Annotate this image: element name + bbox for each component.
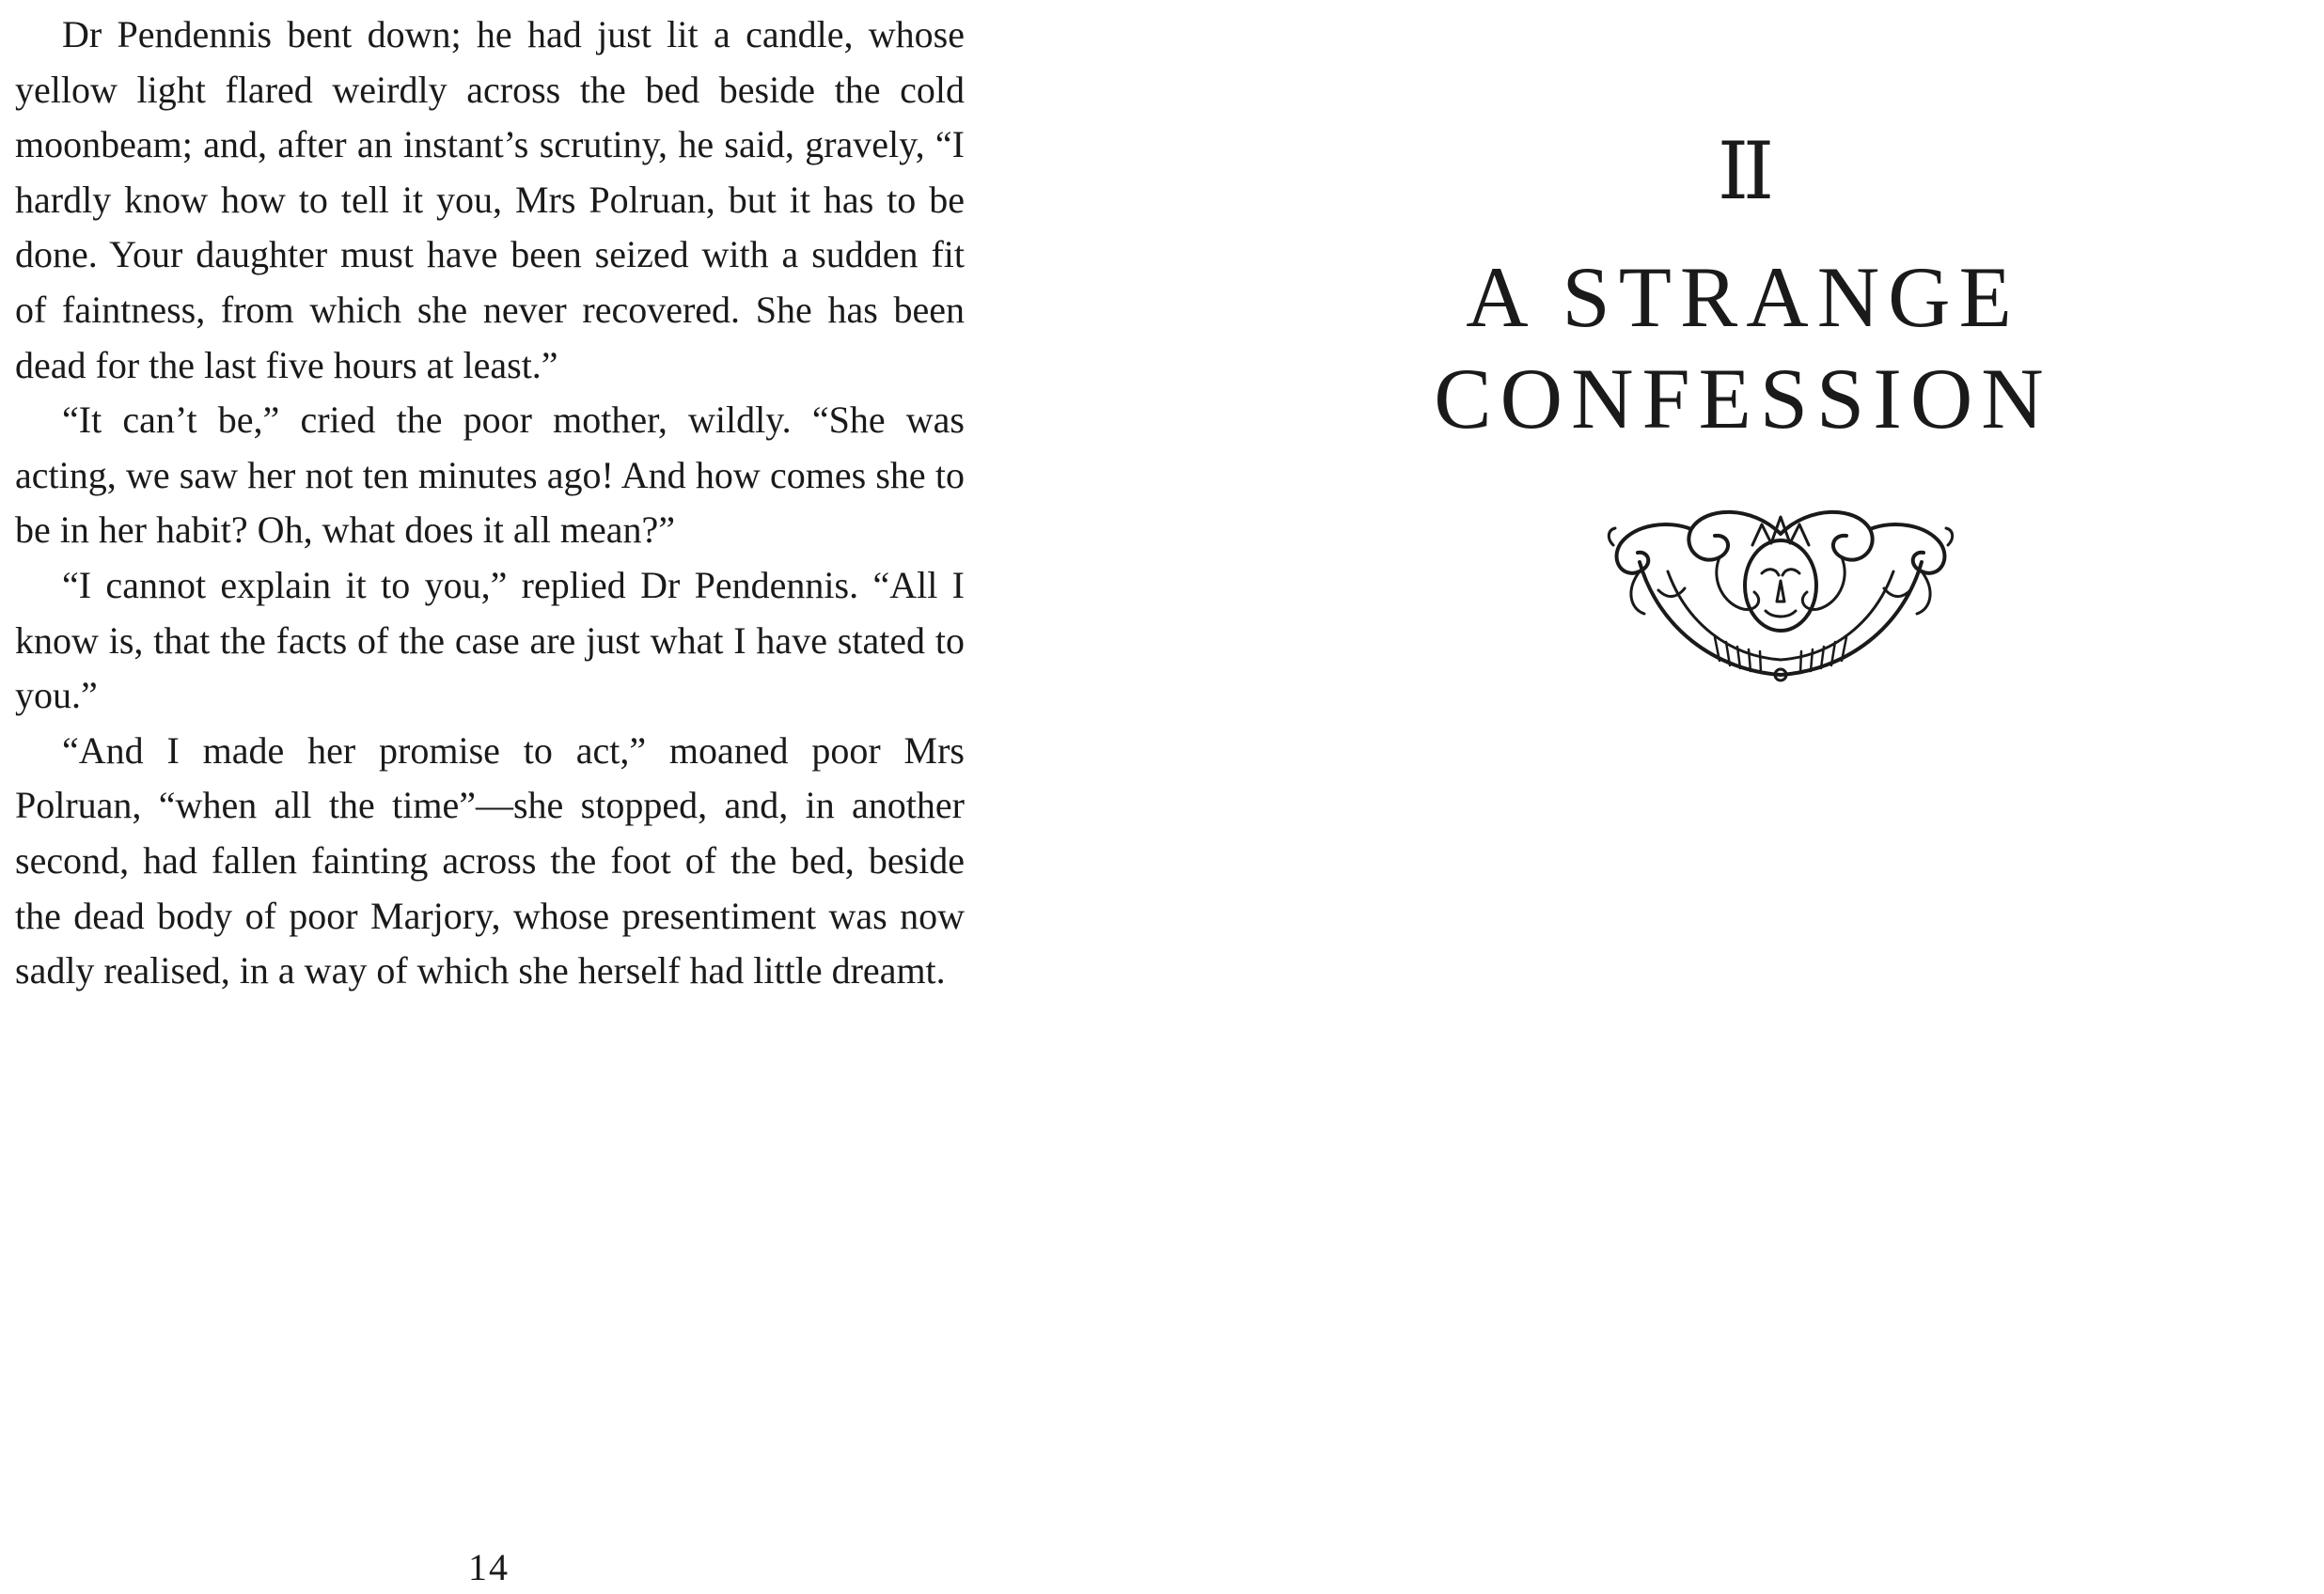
page-number: 14 bbox=[468, 1546, 510, 1588]
paragraph: “I cannot explain it to you,” replied Dr Pendennis. “All I know is, that the facts of the case are just what I have stated to you.” bbox=[15, 563, 965, 717]
paragraph: Dr Pendennis bent down; he had just lit a candle, whose yellow light flared weirdly across the bed beside the cold moonbeam; and, after an instant’s scrutiny, he said, gravely, “I hardly know how to tell it you, Mrs Polruan, but it has to be done. Your daughter must have been seized with a sudden fit of faintness, from which she never recovered. She has been dead for the last five hours at least.” bbox=[15, 13, 965, 386]
paragraph: “And I made her promise to act,” moaned poor Mrs Polruan, “when all the time”—she stopped, and, in another second, had fallen fainting across the foot of the bed, beside the dead body of poor Marjory, whose presentiment was now sadly realised, in a way of which she herself had little dreamt. bbox=[15, 728, 965, 992]
baroque-scroll-ornament-icon bbox=[1602, 496, 1959, 684]
chapter-title-line-1: A STRANGE bbox=[1466, 249, 2020, 345]
chapter-numeral: II bbox=[1717, 125, 1769, 217]
chapter-title bbox=[1162, 246, 2324, 449]
right-page bbox=[1162, 0, 2324, 1594]
paragraph: “It can’t be,” cried the poor mother, wildly. “She was acting, we saw her not ten minutes ago! And how comes she to be in her habit? Oh, what does it all mean?” bbox=[15, 398, 965, 552]
body-text bbox=[15, 8, 965, 999]
chapter-title-line-2: CONFESSION bbox=[1434, 351, 2052, 446]
